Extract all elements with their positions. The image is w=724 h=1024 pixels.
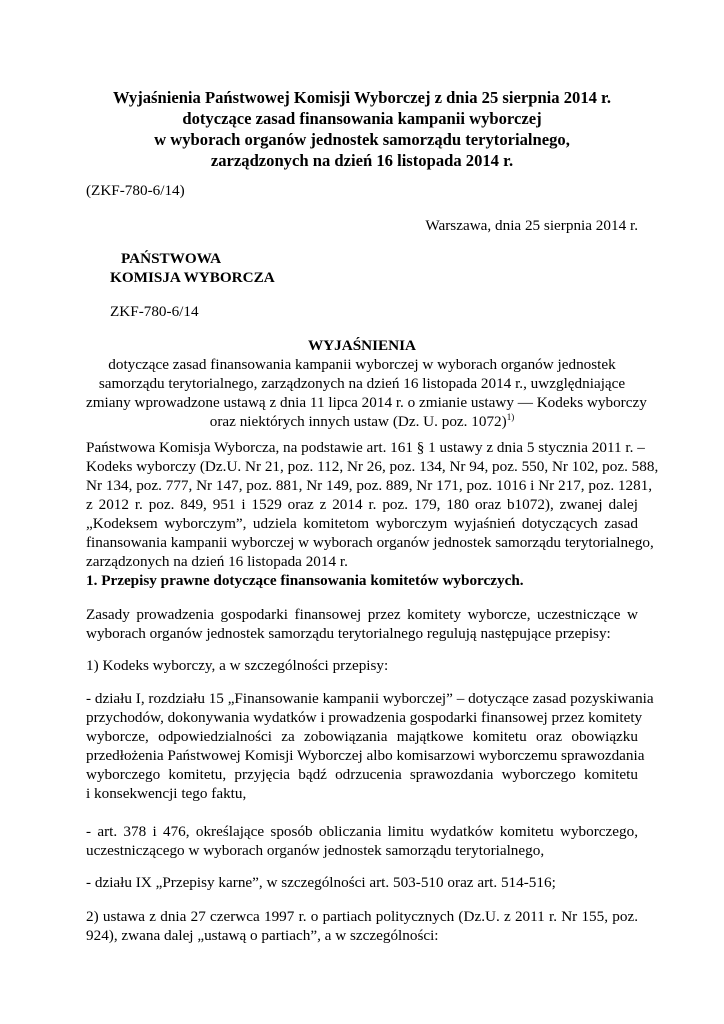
bullet-line: - art. 378 i 476, określające sposób obliczania limitu wydatków komitetu wyborczego, (86, 823, 638, 840)
subject-heading: WYJAŚNIENIA (307, 337, 417, 354)
title-line: dotyczące zasad finansowania kampanii wyborczej (182, 109, 542, 128)
subject-line-text: oraz niektórych innych ustaw (Dz. U. poz. 1072) (209, 413, 507, 430)
bullet-line: wyborczego komitetu, przyjęcia bądź odrzucenia sprawozdania wyborczego komitetu (86, 766, 638, 783)
bullet-art-378-476 (86, 822, 638, 860)
intro-line: Kodeks wyborczy (Dz.U. Nr 21, poz. 112, Nr 26, poz. 134, Nr 94, poz. 550, Nr 102, poz. 588, (86, 458, 659, 475)
section-1-heading: 1. Przepisy prawne dotyczące finansowania komitetów wyborczych. (86, 572, 524, 589)
bullet-chapter-15 (86, 689, 654, 803)
bullet-line: przychodów, dokonywania wydatków i prowadzenia gospodarki finansowej przez komitety (86, 709, 643, 726)
bullet-line: przedłożenia Państwowej Komisji Wyborczej albo komisarzowi wyborczemu sprawozdania (86, 747, 645, 764)
intro-line: „Kodeksem wyborczym”, udziela komitetom wyborczym wyjaśnień dotyczących zasad (86, 515, 638, 532)
bullet-line: i konsekwencji tego faktu, (86, 785, 247, 802)
intro-line: zarządzonych na dzień 16 listopada 2014 r. (86, 553, 348, 570)
bullet-penal-provisions: - działu IX „Przepisy karne”, w szczególności art. 503-510 oraz art. 514-516; (86, 874, 556, 891)
list-item-2 (86, 907, 638, 945)
bullet-line: uczestniczącego w wyborach organów jednostek samorządu terytorialnego, (86, 842, 545, 859)
intro-paragraph (86, 438, 659, 571)
reference-number: ZKF-780-6/14 (110, 303, 199, 320)
footnote-marker: 1) (506, 411, 515, 422)
paragraph-line: wyborach organów jednostek samorządu terytorialnego regulują następujące przepisy: (86, 625, 611, 642)
bullet-line: wyborcze, odpowiedzialności za zobowiązania majątkowe komitetu oraz obowiązku (86, 728, 638, 745)
paragraph-line: Zasady prowadzenia gospodarki finansowej przez komitety wyborcze, uczestniczące w (86, 606, 638, 623)
reference-code: (ZKF-780-6/14) (86, 182, 185, 199)
subject-line: samorządu terytorialnego, zarządzonych na dzień 16 listopada 2014 r., uwzględniające (98, 375, 626, 392)
subject-block (86, 336, 647, 431)
institution-line: KOMISJA WYBORCZA (110, 269, 275, 286)
subject-line: zmiany wprowadzone ustawą z dnia 11 lipca 2014 r. o zmianie ustawy — Kodeks wyborczy (86, 394, 647, 411)
subject-line (86, 412, 638, 431)
intro-line: Nr 134, poz. 777, Nr 147, poz. 881, Nr 149, poz. 889, Nr 171, poz. 1016 i Nr 217, poz. 1281, (86, 477, 653, 494)
title-line: Wyjaśnienia Państwowej Komisji Wyborczej z dnia 25 sierpnia 2014 r. (112, 88, 612, 107)
list-item-1: 1) Kodeks wyborczy, a w szczególności przepisy: (86, 657, 389, 674)
document-title (86, 87, 638, 171)
place-and-date: Warszawa, dnia 25 sierpnia 2014 r. (425, 217, 638, 234)
intro-line: finansowania kampanii wyborczej w wyborach organów jednostek samorządu terytorialnego, (86, 534, 654, 551)
section-1-paragraph (86, 605, 638, 643)
item-line: 924), zwana dalej „ustawą o partiach”, a w szczególności: (86, 927, 439, 944)
bullet-line: - działu I, rozdziału 15 „Finansowanie kampanii wyborczej” – dotyczące zasad pozyskiwania (86, 690, 654, 707)
item-line: 2) ustawa z dnia 27 czerwca 1997 r. o partiach politycznych (Dz.U. z 2011 r. Nr 155, poz. (86, 908, 638, 925)
title-line: w wyborach organów jednostek samorządu terytorialnego, (154, 130, 570, 149)
institution-line: PAŃSTWOWA (121, 250, 222, 267)
subject-line: dotyczące zasad finansowania kampanii wyborczej w wyborach organów jednostek (108, 356, 616, 373)
title-line: zarządzonych na dzień 16 listopada 2014 r. (210, 151, 514, 170)
intro-line: z 2012 r. poz. 849, 951 i 1529 oraz z 2014 r. poz. 179, 180 oraz b1072), zwanej dalej (86, 496, 638, 513)
institution-name (110, 249, 410, 287)
intro-line: Państwowa Komisja Wyborcza, na podstawie art. 161 § 1 ustawy z dnia 5 stycznia 2011 r. – (86, 439, 645, 456)
